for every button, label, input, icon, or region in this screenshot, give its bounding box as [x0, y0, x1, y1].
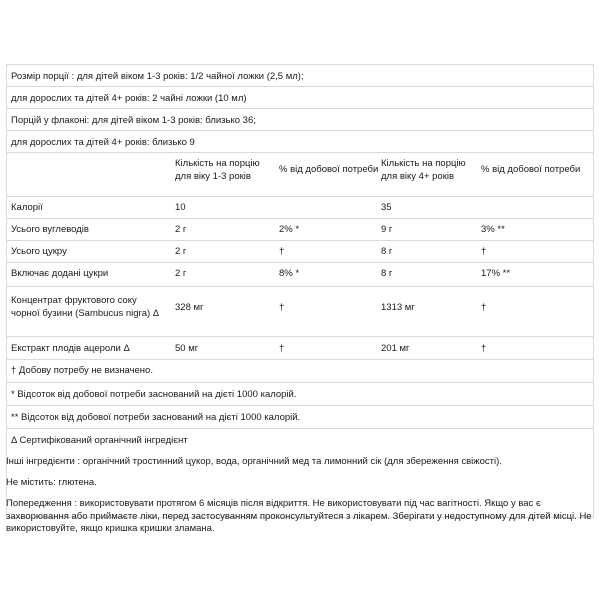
other-ingredients-label: Інші інгредієнти :: [6, 456, 81, 467]
other-ingredients: [6, 456, 594, 469]
dv-adults: †: [481, 246, 487, 257]
amount-adults: 35: [381, 202, 392, 213]
amount-adults: 8 г: [381, 268, 393, 279]
other-ingredients-text: органічний тростинний цукор, вода, органічний мед та лимонний сік (для збереження свіжості).: [82, 456, 502, 467]
table-row: [7, 287, 593, 337]
footnote-row: [7, 383, 593, 406]
footnote-row: [7, 429, 593, 453]
footnote-dagger: † Добову потребу не визначено.: [11, 365, 153, 376]
footnote-asterisk: * Відсоток від добової потреби заснований на дієті 1000 калорій.: [11, 389, 297, 400]
nutrient-name: Калорії: [11, 202, 43, 213]
amount-adults: 201 мг: [381, 343, 410, 354]
nutrient-name: Усього цукру: [11, 246, 67, 257]
table-row: [7, 197, 593, 219]
amount-kids: 328 мг: [175, 302, 204, 313]
gluten-note: Не містить: глютена.: [6, 477, 97, 488]
dv-adults: 17% **: [481, 268, 511, 279]
dv-adults: 3% **: [481, 224, 505, 235]
footnote-double-asterisk: ** Відсоток від добової потреби заснований на дієті 1000 калорій.: [11, 412, 301, 423]
serving-size-text: Розмір порції : для дітей віком 1-3 років: 1/2 чайної ложки (2,5 мл);: [11, 71, 304, 82]
table-row: [7, 337, 593, 360]
header-dv-kids: % від добової потреби: [279, 164, 379, 175]
dv-kids: 8% *: [279, 268, 300, 279]
amount-kids: 50 мг: [175, 343, 199, 354]
amount-kids: 2 г: [175, 224, 187, 235]
nutrient-name: Усього вуглеводів: [11, 224, 89, 235]
table-header-row: [7, 153, 593, 197]
amount-adults: 8 г: [381, 246, 393, 257]
servings-per-container-adult-text: для дорослих та дітей 4+ років: близько 9: [11, 137, 195, 148]
nutrient-name: Включає додані цукри: [11, 268, 109, 279]
dv-adults: †: [481, 302, 487, 313]
table-row: [7, 241, 593, 263]
servings-per-container-row: [7, 109, 593, 131]
serving-size-row: [7, 65, 593, 87]
amount-adults: 1313 мг: [381, 302, 415, 313]
warning-label: Попередження :: [6, 498, 77, 509]
header-dv-adults: % від добової потреби: [481, 164, 581, 175]
serving-size-adult-text: для дорослих та дітей 4+ років: 2 чайні ложки (10 мл): [11, 93, 247, 104]
dv-kids: †: [279, 302, 285, 313]
table-row: [7, 263, 593, 287]
servings-per-container-adult-row: [7, 131, 593, 153]
warning-text: використовувати протягом 6 місяців після відкриття. Не використовувати під час вагітності. Якщо у вас є захворювання або приймаєте ліки, перед застосуванням проконсультуйтеся з лікарем. Зберігати у недоступному для дітей місці. Не використовуйте, якщо кришка кришки зламана.: [6, 498, 592, 534]
footnote-row: [7, 406, 593, 429]
amount-kids: 10: [175, 202, 186, 213]
footnote-row: [7, 360, 593, 383]
dv-kids: 2% *: [279, 224, 300, 235]
header-amount-kids: Кількість на порцію для віку 1-3 років: [175, 158, 260, 182]
amount-kids: 2 г: [175, 268, 187, 279]
warning: [6, 498, 594, 536]
nutrient-name: Екстракт плодів ацероли Δ: [11, 343, 130, 354]
servings-per-container-text: Порцій у флаконі: для дітей віком 1-3 років: близько 36;: [11, 115, 256, 126]
amount-kids: 2 г: [175, 246, 187, 257]
supplement-facts-panel: [6, 64, 594, 518]
footnote-organic: Δ Сертифікований органічний інгредієнт: [11, 435, 188, 446]
serving-size-adult-row: [7, 87, 593, 109]
amount-adults: 9 г: [381, 224, 393, 235]
table-row: [7, 219, 593, 241]
dv-kids: †: [279, 246, 285, 257]
nutrient-name: Концентрат фруктового соку чорної бузини (Sambucus nigra) Δ: [11, 295, 160, 319]
dv-adults: †: [481, 343, 487, 354]
header-amount-adults: Кількість на порцію для віку 4+ років: [381, 158, 466, 182]
dv-kids: †: [279, 343, 285, 354]
